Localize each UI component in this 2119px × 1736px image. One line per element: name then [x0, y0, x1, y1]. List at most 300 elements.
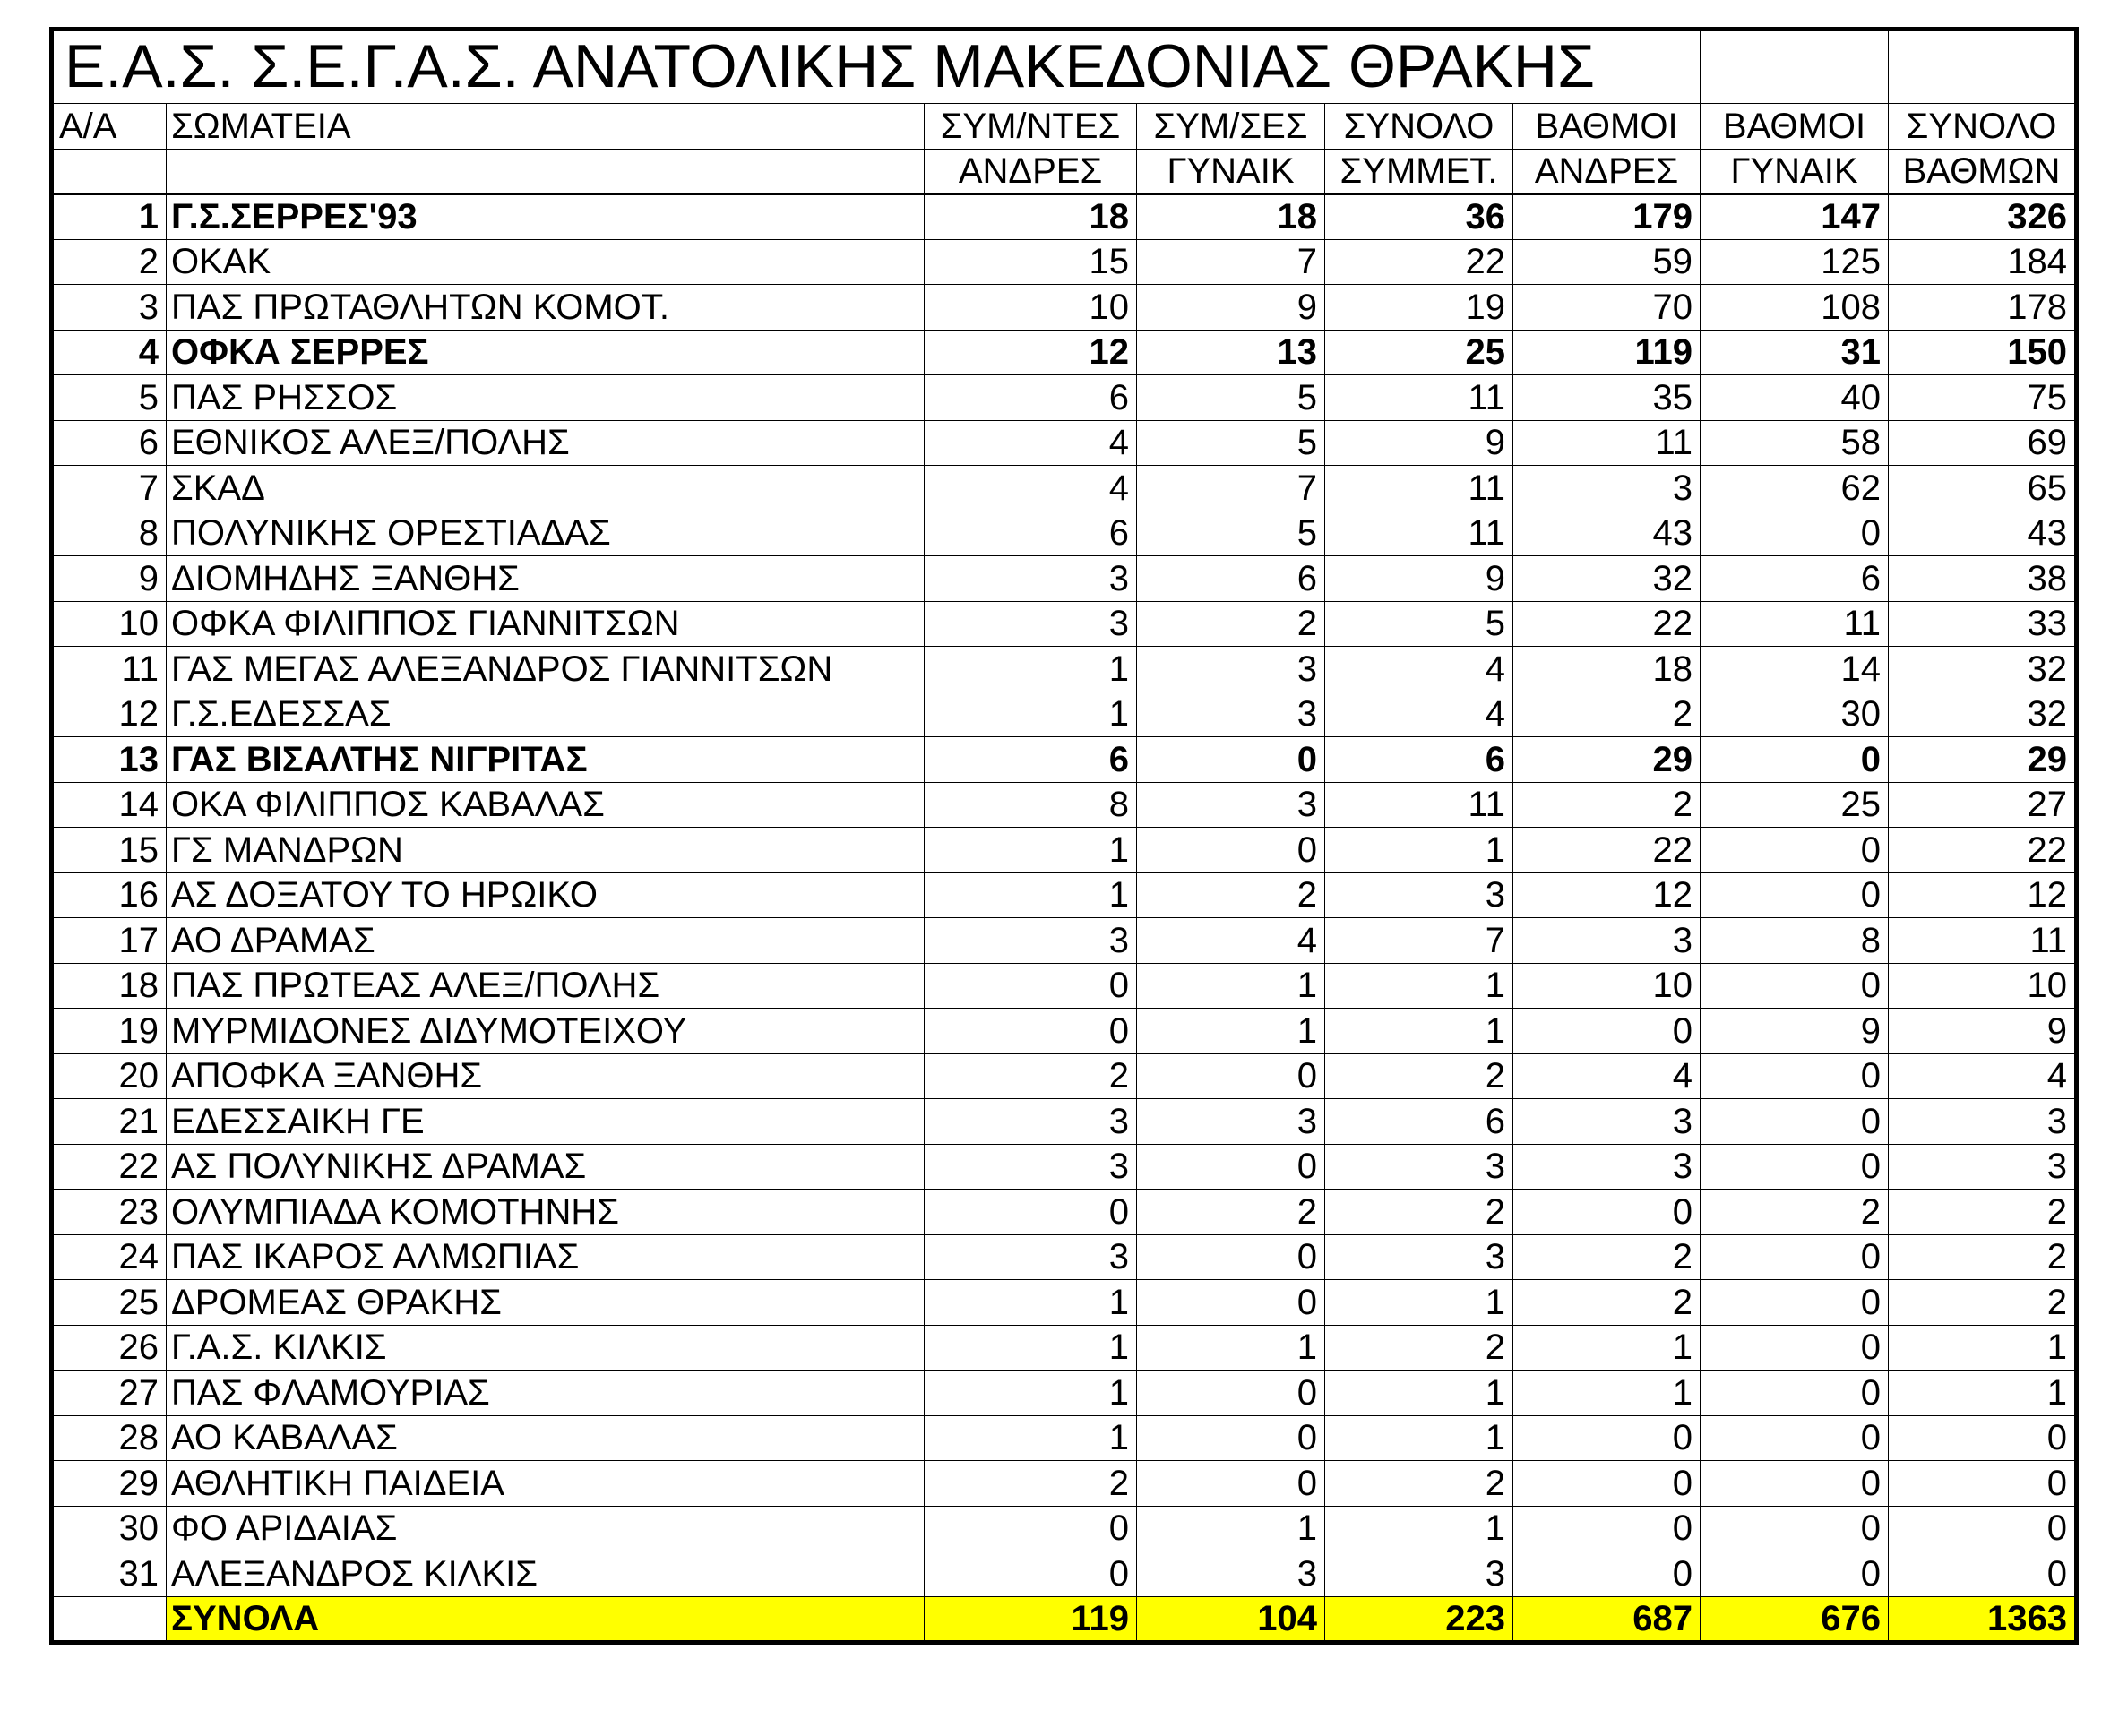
cell-pts-total: 29: [1889, 737, 2077, 783]
cell-women: 7: [1137, 239, 1325, 285]
cell-total: 7: [1325, 918, 1513, 964]
row-number: 5: [52, 375, 167, 421]
table-row: [52, 1551, 2077, 1597]
cell-pts-total: 3: [1889, 1099, 2077, 1145]
row-number: 28: [52, 1415, 167, 1461]
table-row: [52, 1371, 2077, 1416]
cell-men: 3: [925, 601, 1137, 647]
cell-pts-men: 119: [1513, 330, 1701, 375]
col-subheader-pts-total: ΒΑΘΜΩΝ: [1889, 149, 2077, 194]
cell-pts-men: 0: [1513, 1415, 1701, 1461]
club-name: Γ.Α.Σ. ΚΙΛΚΙΣ: [167, 1325, 925, 1371]
club-name: ΟΦΚΑ ΣΕΡΡΕΣ: [167, 330, 925, 375]
row-number: 8: [52, 511, 167, 556]
table-row: [52, 872, 2077, 918]
cell-pts-total: 0: [1889, 1461, 2077, 1507]
table-row: [52, 285, 2077, 331]
club-name: Γ.Σ.ΕΔΕΣΣΑΣ: [167, 692, 925, 737]
totals-pts-women: 676: [1701, 1596, 1889, 1642]
cell-pts-total: 4: [1889, 1053, 2077, 1099]
cell-pts-women: 0: [1701, 963, 1889, 1009]
cell-pts-women: 58: [1701, 420, 1889, 466]
cell-women: 0: [1137, 1371, 1325, 1416]
club-name: ΟΦΚΑ ΦΙΛΙΠΠΟΣ ΓΙΑΝΝΙΤΣΩΝ: [167, 601, 925, 647]
cell-pts-men: 3: [1513, 1099, 1701, 1145]
table-row: [52, 1234, 2077, 1280]
cell-pts-total: 326: [1889, 194, 2077, 240]
cell-pts-men: 1: [1513, 1371, 1701, 1416]
cell-pts-total: 32: [1889, 692, 2077, 737]
cell-pts-women: 0: [1701, 737, 1889, 783]
table-row: [52, 1190, 2077, 1235]
row-number: 30: [52, 1506, 167, 1551]
row-number: 2: [52, 239, 167, 285]
club-name: ΟΚΑ ΦΙΛΙΠΠΟΣ ΚΑΒΑΛΑΣ: [167, 782, 925, 828]
col-header-total: ΣΥΝΟΛΟ: [1325, 104, 1513, 150]
table-row: [52, 963, 2077, 1009]
cell-men: 3: [925, 918, 1137, 964]
header-row-1: [52, 104, 2077, 150]
row-number: 16: [52, 872, 167, 918]
cell-men: 0: [925, 1009, 1137, 1054]
table-row: [52, 1325, 2077, 1371]
row-number: 20: [52, 1053, 167, 1099]
col-subheader-pts-women: ΓΥΝΑΙΚ: [1701, 149, 1889, 194]
cell-women: 1: [1137, 963, 1325, 1009]
cell-pts-total: 12: [1889, 872, 2077, 918]
cell-women: 0: [1137, 1144, 1325, 1190]
cell-pts-men: 29: [1513, 737, 1701, 783]
cell-pts-women: 0: [1701, 1099, 1889, 1145]
cell-men: 15: [925, 239, 1137, 285]
cell-pts-men: 3: [1513, 466, 1701, 511]
totals-men: 119: [925, 1596, 1137, 1642]
club-name: ΟΚΑΚ: [167, 239, 925, 285]
cell-total: 3: [1325, 1551, 1513, 1597]
club-name: ΕΔΕΣΣΑΙΚΗ ΓΕ: [167, 1099, 925, 1145]
cell-pts-women: 25: [1701, 782, 1889, 828]
club-name: ΠΑΣ ΙΚΑΡΟΣ ΑΛΜΩΠΙΑΣ: [167, 1234, 925, 1280]
cell-total: 4: [1325, 647, 1513, 692]
cell-men: 6: [925, 375, 1137, 421]
row-number: 25: [52, 1280, 167, 1326]
cell-pts-women: 8: [1701, 918, 1889, 964]
col-header-club: ΣΩΜΑΤΕΙΑ: [167, 104, 925, 150]
club-name: ΠΑΣ ΦΛΑΜΟΥΡΙΑΣ: [167, 1371, 925, 1416]
cell-pts-total: 0: [1889, 1415, 2077, 1461]
club-name: ΓΑΣ ΜΕΓΑΣ ΑΛΕΞΑΝΔΡΟΣ ΓΙΑΝΝΙΤΣΩΝ: [167, 647, 925, 692]
club-name: ΔΙΟΜΗΔΗΣ ΞΑΝΘΗΣ: [167, 556, 925, 602]
cell-total: 5: [1325, 601, 1513, 647]
cell-pts-men: 10: [1513, 963, 1701, 1009]
club-name: ΕΘΝΙΚΟΣ ΑΛΕΞ/ΠΟΛΗΣ: [167, 420, 925, 466]
cell-women: 2: [1137, 872, 1325, 918]
title-row: [52, 30, 2077, 104]
cell-women: 9: [1137, 285, 1325, 331]
cell-total: 19: [1325, 285, 1513, 331]
cell-pts-total: 184: [1889, 239, 2077, 285]
cell-pts-men: 0: [1513, 1190, 1701, 1235]
cell-pts-women: 0: [1701, 828, 1889, 873]
cell-pts-total: 2: [1889, 1234, 2077, 1280]
cell-total: 4: [1325, 692, 1513, 737]
table-row: [52, 1461, 2077, 1507]
totals-row: [52, 1596, 2077, 1642]
totals-total: 223: [1325, 1596, 1513, 1642]
table-row: [52, 239, 2077, 285]
cell-pts-men: 70: [1513, 285, 1701, 331]
cell-pts-men: 3: [1513, 918, 1701, 964]
club-name: ΔΡΟΜΕΑΣ ΘΡΑΚΗΣ: [167, 1280, 925, 1326]
cell-pts-women: 9: [1701, 1009, 1889, 1054]
row-number: 18: [52, 963, 167, 1009]
cell-pts-women: 147: [1701, 194, 1889, 240]
table-row: [52, 828, 2077, 873]
cell-women: 0: [1137, 1280, 1325, 1326]
cell-pts-women: 30: [1701, 692, 1889, 737]
cell-women: 6: [1137, 556, 1325, 602]
cell-total: 1: [1325, 1009, 1513, 1054]
cell-women: 5: [1137, 420, 1325, 466]
cell-pts-women: 0: [1701, 1234, 1889, 1280]
cell-men: 0: [925, 963, 1137, 1009]
col-subheader-women: ΓΥΝΑΙΚ: [1137, 149, 1325, 194]
cell-pts-women: 0: [1701, 872, 1889, 918]
club-name: ΜΥΡΜΙΔΟΝΕΣ ΔΙΔΥΜΟΤΕΙΧΟΥ: [167, 1009, 925, 1054]
cell-pts-men: 32: [1513, 556, 1701, 602]
row-number: 1: [52, 194, 167, 240]
row-number: 23: [52, 1190, 167, 1235]
cell-total: 2: [1325, 1053, 1513, 1099]
club-name: ΑΛΕΞΑΝΔΡΟΣ ΚΙΛΚΙΣ: [167, 1551, 925, 1597]
cell-women: 5: [1137, 375, 1325, 421]
totals-label: ΣΥΝΟΛΑ: [167, 1596, 925, 1642]
table-row: [52, 511, 2077, 556]
row-number: 10: [52, 601, 167, 647]
cell-total: 6: [1325, 737, 1513, 783]
cell-pts-men: 1: [1513, 1325, 1701, 1371]
cell-pts-total: 75: [1889, 375, 2077, 421]
table-row: [52, 782, 2077, 828]
cell-men: 3: [925, 1099, 1137, 1145]
table-row: [52, 601, 2077, 647]
col-subheader-pts-men: ΑΝΔΡΕΣ: [1513, 149, 1701, 194]
col-header-pts-women: ΒΑΘΜΟΙ: [1701, 104, 1889, 150]
cell-men: 3: [925, 556, 1137, 602]
col-header-aa: Α/Α: [52, 104, 167, 150]
cell-total: 9: [1325, 556, 1513, 602]
cell-pts-women: 108: [1701, 285, 1889, 331]
cell-pts-women: 0: [1701, 1415, 1889, 1461]
cell-pts-total: 2: [1889, 1280, 2077, 1326]
row-number: 9: [52, 556, 167, 602]
cell-men: 1: [925, 1371, 1137, 1416]
cell-total: 11: [1325, 375, 1513, 421]
cell-women: 0: [1137, 828, 1325, 873]
table-row: [52, 737, 2077, 783]
table-title: Ε.Α.Σ. Σ.Ε.Γ.Α.Σ. ΑΝΑΤΟΛΙΚΗΣ ΜΑΚΕΔΟΝΙΑΣ ΘΡΑΚΗΣ: [52, 30, 1701, 104]
cell-pts-men: 2: [1513, 1234, 1701, 1280]
table-row: [52, 1506, 2077, 1551]
cell-pts-total: 32: [1889, 647, 2077, 692]
title-blank-cell: [1701, 30, 1889, 104]
col-subheader-aa: [52, 149, 167, 194]
cell-pts-women: 11: [1701, 601, 1889, 647]
cell-pts-women: 0: [1701, 1371, 1889, 1416]
cell-men: 1: [925, 1415, 1137, 1461]
col-header-pts-men: ΒΑΘΜΟΙ: [1513, 104, 1701, 150]
cell-pts-total: 178: [1889, 285, 2077, 331]
cell-pts-men: 18: [1513, 647, 1701, 692]
cell-pts-women: 0: [1701, 1053, 1889, 1099]
cell-women: 3: [1137, 782, 1325, 828]
club-name: ΓΑΣ ΒΙΣΑΛΤΗΣ ΝΙΓΡΙΤΑΣ: [167, 737, 925, 783]
row-number: 13: [52, 737, 167, 783]
table-row: [52, 1053, 2077, 1099]
cell-pts-total: 65: [1889, 466, 2077, 511]
cell-total: 36: [1325, 194, 1513, 240]
row-number: 31: [52, 1551, 167, 1597]
cell-pts-men: 4: [1513, 1053, 1701, 1099]
cell-women: 0: [1137, 1053, 1325, 1099]
row-number: 27: [52, 1371, 167, 1416]
cell-pts-women: 0: [1701, 1325, 1889, 1371]
cell-total: 1: [1325, 963, 1513, 1009]
col-header-men: ΣΥΜ/ΝΤΕΣ: [925, 104, 1137, 150]
cell-men: 1: [925, 828, 1137, 873]
cell-pts-women: 0: [1701, 1144, 1889, 1190]
totals-pts-men: 687: [1513, 1596, 1701, 1642]
table-row: [52, 375, 2077, 421]
col-header-women: ΣΥΜ/ΣΕΣ: [1137, 104, 1325, 150]
cell-women: 1: [1137, 1325, 1325, 1371]
cell-men: 2: [925, 1053, 1137, 1099]
table-row: [52, 1280, 2077, 1326]
cell-total: 1: [1325, 1280, 1513, 1326]
cell-pts-men: 35: [1513, 375, 1701, 421]
cell-pts-total: 22: [1889, 828, 2077, 873]
cell-men: 12: [925, 330, 1137, 375]
table-row: [52, 1009, 2077, 1054]
cell-men: 1: [925, 647, 1137, 692]
totals-blank-cell: [52, 1596, 167, 1642]
cell-pts-men: 0: [1513, 1506, 1701, 1551]
table-row: [52, 420, 2077, 466]
table-row: [52, 1144, 2077, 1190]
cell-women: 0: [1137, 1415, 1325, 1461]
row-number: 12: [52, 692, 167, 737]
cell-total: 3: [1325, 1144, 1513, 1190]
totals-women: 104: [1137, 1596, 1325, 1642]
row-number: 19: [52, 1009, 167, 1054]
cell-pts-total: 0: [1889, 1506, 2077, 1551]
club-name: ΠΑΣ ΠΡΩΤΑΘΛΗΤΩΝ ΚΟΜΟΤ.: [167, 285, 925, 331]
club-name: ΣΚΑΔ: [167, 466, 925, 511]
cell-men: 1: [925, 872, 1137, 918]
cell-women: 1: [1137, 1009, 1325, 1054]
cell-men: 0: [925, 1551, 1137, 1597]
club-name: ΠΟΛΥΝΙΚΗΣ ΟΡΕΣΤΙΑΔΑΣ: [167, 511, 925, 556]
results-table: [49, 27, 2079, 1645]
club-name: ΠΑΣ ΡΗΣΣΟΣ: [167, 375, 925, 421]
cell-pts-total: 43: [1889, 511, 2077, 556]
club-name: ΑΣ ΠΟΛΥΝΙΚΗΣ ΔΡΑΜΑΣ: [167, 1144, 925, 1190]
cell-women: 0: [1137, 1461, 1325, 1507]
cell-pts-total: 1: [1889, 1325, 2077, 1371]
cell-pts-men: 2: [1513, 1280, 1701, 1326]
cell-women: 0: [1137, 1234, 1325, 1280]
club-name: ΟΛΥΜΠΙΑΔΑ ΚΟΜΟΤΗΝΗΣ: [167, 1190, 925, 1235]
cell-pts-women: 0: [1701, 511, 1889, 556]
row-number: 24: [52, 1234, 167, 1280]
cell-pts-men: 22: [1513, 828, 1701, 873]
club-name: ΑΣ ΔΟΞΑΤΟΥ ΤΟ ΗΡΩΙΚΟ: [167, 872, 925, 918]
cell-men: 1: [925, 1280, 1137, 1326]
cell-women: 4: [1137, 918, 1325, 964]
cell-men: 18: [925, 194, 1137, 240]
cell-women: 3: [1137, 1099, 1325, 1145]
cell-women: 13: [1137, 330, 1325, 375]
cell-pts-total: 38: [1889, 556, 2077, 602]
col-subheader-men: ΑΝΔΡΕΣ: [925, 149, 1137, 194]
cell-pts-men: 3: [1513, 1144, 1701, 1190]
cell-women: 2: [1137, 1190, 1325, 1235]
cell-men: 0: [925, 1506, 1137, 1551]
cell-men: 2: [925, 1461, 1137, 1507]
cell-total: 2: [1325, 1190, 1513, 1235]
cell-pts-total: 2: [1889, 1190, 2077, 1235]
cell-men: 4: [925, 420, 1137, 466]
club-name: ΦΟ ΑΡΙΔΑΙΑΣ: [167, 1506, 925, 1551]
cell-men: 6: [925, 737, 1137, 783]
cell-men: 1: [925, 1325, 1137, 1371]
cell-pts-men: 0: [1513, 1461, 1701, 1507]
cell-pts-men: 43: [1513, 511, 1701, 556]
cell-pts-total: 3: [1889, 1144, 2077, 1190]
cell-pts-women: 14: [1701, 647, 1889, 692]
row-number: 22: [52, 1144, 167, 1190]
cell-pts-men: 0: [1513, 1551, 1701, 1597]
cell-women: 18: [1137, 194, 1325, 240]
table-row: [52, 466, 2077, 511]
cell-women: 7: [1137, 466, 1325, 511]
cell-pts-women: 125: [1701, 239, 1889, 285]
cell-pts-women: 0: [1701, 1461, 1889, 1507]
cell-men: 10: [925, 285, 1137, 331]
cell-total: 11: [1325, 466, 1513, 511]
club-name: Γ.Σ.ΣΕΡΡΕΣ'93: [167, 194, 925, 240]
cell-total: 1: [1325, 1506, 1513, 1551]
cell-pts-women: 62: [1701, 466, 1889, 511]
cell-pts-men: 22: [1513, 601, 1701, 647]
row-number: 7: [52, 466, 167, 511]
cell-pts-women: 31: [1701, 330, 1889, 375]
cell-women: 1: [1137, 1506, 1325, 1551]
cell-pts-men: 179: [1513, 194, 1701, 240]
cell-pts-total: 9: [1889, 1009, 2077, 1054]
table-row: [52, 1099, 2077, 1145]
cell-pts-men: 11: [1513, 420, 1701, 466]
cell-men: 3: [925, 1234, 1137, 1280]
cell-total: 25: [1325, 330, 1513, 375]
cell-total: 11: [1325, 511, 1513, 556]
totals-pts-total: 1363: [1889, 1596, 2077, 1642]
title-blank-cell: [1889, 30, 2077, 104]
cell-pts-women: 0: [1701, 1280, 1889, 1326]
cell-total: 22: [1325, 239, 1513, 285]
club-name: ΓΣ ΜΑΝΔΡΩΝ: [167, 828, 925, 873]
cell-pts-total: 27: [1889, 782, 2077, 828]
cell-pts-total: 69: [1889, 420, 2077, 466]
row-number: 14: [52, 782, 167, 828]
club-name: ΑΟ ΚΑΒΑΛΑΣ: [167, 1415, 925, 1461]
cell-total: 9: [1325, 420, 1513, 466]
table-row: [52, 556, 2077, 602]
cell-total: 11: [1325, 782, 1513, 828]
cell-pts-total: 11: [1889, 918, 2077, 964]
cell-total: 1: [1325, 1371, 1513, 1416]
table-row: [52, 330, 2077, 375]
cell-women: 5: [1137, 511, 1325, 556]
row-number: 11: [52, 647, 167, 692]
table-row: [52, 918, 2077, 964]
cell-men: 3: [925, 1144, 1137, 1190]
cell-pts-men: 2: [1513, 782, 1701, 828]
row-number: 17: [52, 918, 167, 964]
col-header-pts-total: ΣΥΝΟΛΟ: [1889, 104, 2077, 150]
club-name: ΑΠΟΦΚΑ ΞΑΝΘΗΣ: [167, 1053, 925, 1099]
row-number: 21: [52, 1099, 167, 1145]
cell-total: 3: [1325, 872, 1513, 918]
table-row: [52, 692, 2077, 737]
header-row-2: [52, 149, 2077, 194]
cell-men: 1: [925, 692, 1137, 737]
cell-total: 6: [1325, 1099, 1513, 1145]
cell-pts-men: 0: [1513, 1009, 1701, 1054]
cell-pts-women: 0: [1701, 1551, 1889, 1597]
cell-women: 0: [1137, 737, 1325, 783]
row-number: 26: [52, 1325, 167, 1371]
cell-total: 2: [1325, 1461, 1513, 1507]
table-row: [52, 1415, 2077, 1461]
table-row: [52, 647, 2077, 692]
table-row: [52, 194, 2077, 240]
row-number: 4: [52, 330, 167, 375]
cell-men: 0: [925, 1190, 1137, 1235]
cell-total: 2: [1325, 1325, 1513, 1371]
cell-men: 8: [925, 782, 1137, 828]
cell-total: 3: [1325, 1234, 1513, 1280]
cell-men: 4: [925, 466, 1137, 511]
row-number: 15: [52, 828, 167, 873]
cell-pts-women: 6: [1701, 556, 1889, 602]
cell-total: 1: [1325, 1415, 1513, 1461]
club-name: ΠΑΣ ΠΡΩΤΕΑΣ ΑΛΕΞ/ΠΟΛΗΣ: [167, 963, 925, 1009]
cell-pts-women: 40: [1701, 375, 1889, 421]
col-subheader-club: [167, 149, 925, 194]
cell-pts-total: 150: [1889, 330, 2077, 375]
club-name: ΑΟ ΔΡΑΜΑΣ: [167, 918, 925, 964]
cell-pts-total: 1: [1889, 1371, 2077, 1416]
cell-pts-men: 2: [1513, 692, 1701, 737]
cell-pts-men: 12: [1513, 872, 1701, 918]
cell-pts-total: 33: [1889, 601, 2077, 647]
cell-pts-total: 0: [1889, 1551, 2077, 1597]
cell-pts-women: 2: [1701, 1190, 1889, 1235]
cell-pts-women: 0: [1701, 1506, 1889, 1551]
cell-women: 3: [1137, 1551, 1325, 1597]
row-number: 3: [52, 285, 167, 331]
